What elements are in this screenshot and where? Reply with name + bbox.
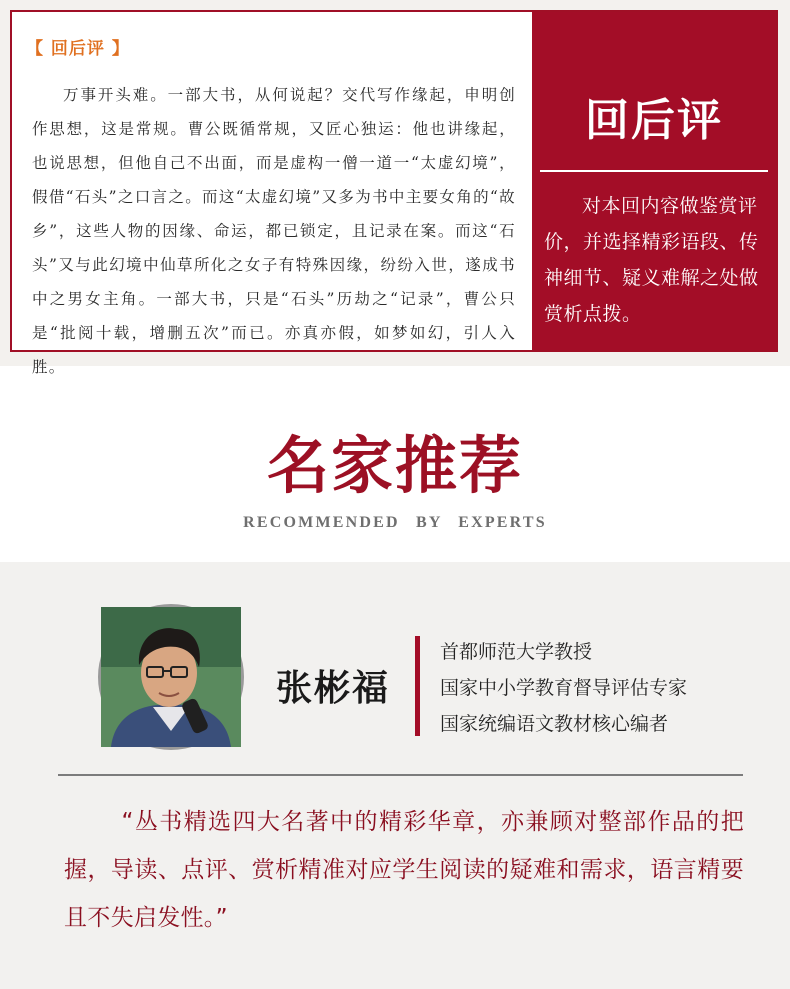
feature-card-side-panel bbox=[532, 12, 776, 350]
expert-quote: “丛书精选四大名著中的精彩华章，亦兼顾对整部作品的把握，导读、点评、赏析精准对应学生阅读的疑难和需求，语言精要且不失启发性。” bbox=[64, 809, 744, 931]
feature-card-body: 万事开头难。一部大书，从何说起？交代写作缘起，申明创作思想，这是常规。曹公既循常规，又匠心独运：他也讲缘起，也说思想，但他自己不出面，而是虚构一僧一道一“太虚幻境”，假借“石头”之口言之。而这“太虚幻境”又多为书中主要女角的“故乡”，这些人物的因缘、命运，都已锁定，且记录在案。而这“石头”又与此幻境中仙草所化之女子有特殊因缘，纷纷入世，遂成书中之男女主角。一部大书，只是“石头”历劫之“记录”，曹公只是“批阅十载，增删五次”而已。亦真亦假，如梦如幻，引人入胜。 bbox=[32, 86, 516, 376]
expert-portrait-icon bbox=[101, 607, 241, 747]
expert-avatar bbox=[98, 604, 244, 750]
section-subtitle: RECOMMENDED BY EXPERTS bbox=[243, 514, 547, 531]
feature-card-text-area bbox=[12, 12, 534, 376]
expert-name: 张彬福 bbox=[276, 668, 391, 709]
quote-divider bbox=[58, 774, 743, 776]
side-panel-title: 回后评 bbox=[585, 95, 723, 146]
expert-title-line: 国家中小学教育督导评估专家 bbox=[440, 677, 688, 699]
feature-card bbox=[10, 10, 778, 376]
feature-card-tag: 【 回后评 】 bbox=[26, 39, 130, 59]
expert-title-line: 国家统编语文教材核心编者 bbox=[440, 713, 669, 735]
side-panel-description: 对本回内容做鉴赏评价，并选择精彩语段、传神细节、疑义难解之处做赏析点拨。 bbox=[544, 195, 759, 325]
expert-title-line: 首都师范大学教授 bbox=[440, 641, 593, 663]
side-panel-divider bbox=[540, 170, 768, 172]
section-title: 名家推荐 bbox=[266, 429, 523, 502]
expert-divider bbox=[415, 636, 420, 736]
expert-titles bbox=[440, 634, 687, 742]
